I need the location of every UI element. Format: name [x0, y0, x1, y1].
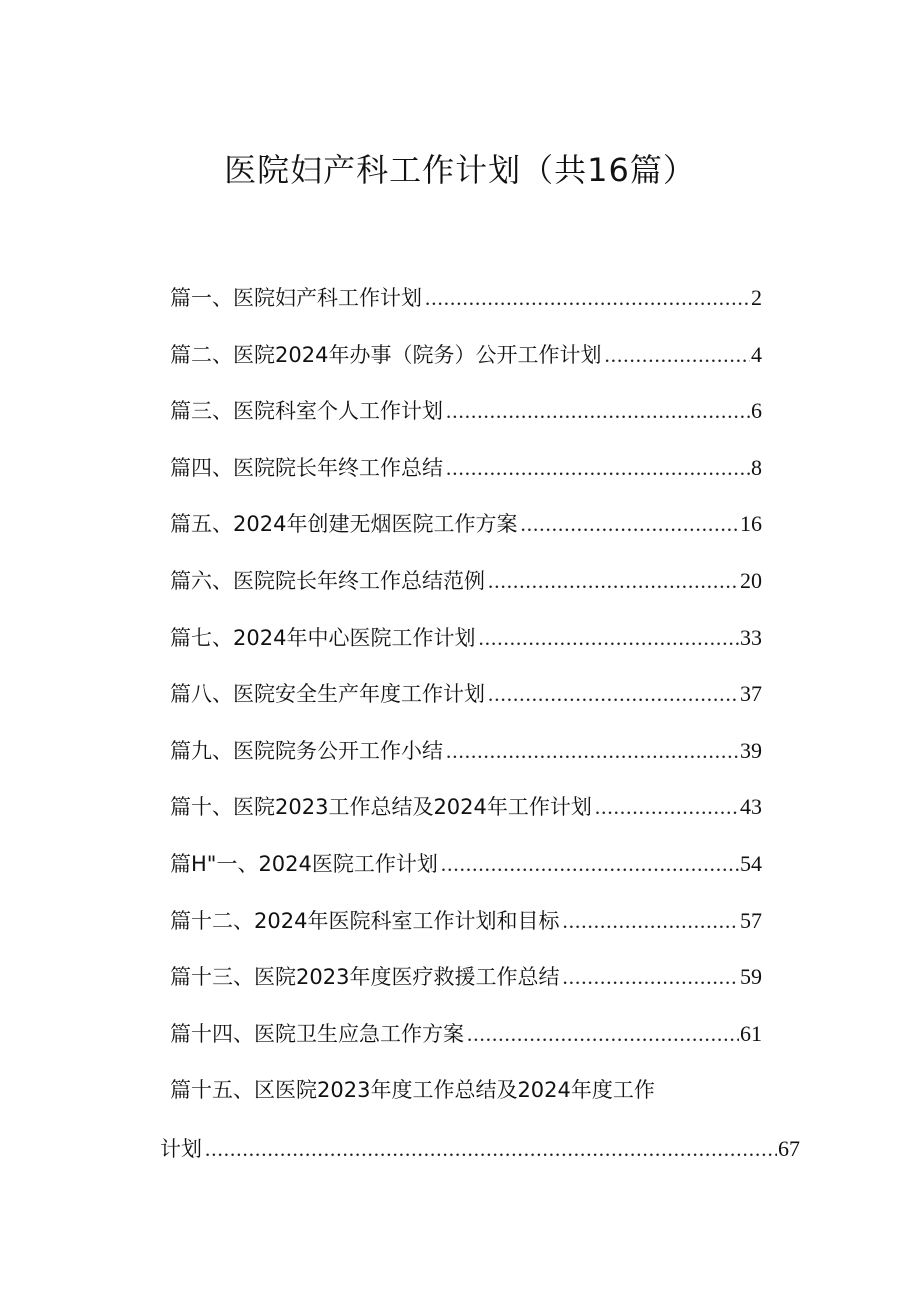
toc-leader-dots — [446, 739, 739, 764]
toc-entry-label: 篇四、医院院长年终工作总结 — [170, 455, 443, 480]
toc-leader-dots — [520, 512, 739, 537]
toc-entry-page: 39 — [740, 737, 762, 763]
toc-entry[interactable] — [170, 961, 762, 1018]
toc-entry-page: 8 — [751, 454, 762, 480]
toc-entry-label: 篇十四、医院卫生应急工作方案 — [170, 1021, 464, 1046]
toc-entry-page: 59 — [740, 964, 762, 990]
toc-entry[interactable] — [170, 339, 762, 396]
toc-entry-label: 篇十二、2024年医院科室工作计划和目标 — [170, 908, 560, 933]
toc-leader-dots — [467, 1022, 739, 1047]
toc-entry[interactable] — [170, 1018, 762, 1075]
toc-entry-page: 16 — [740, 511, 762, 537]
toc-leader-dots — [604, 343, 750, 368]
toc-entry[interactable] — [170, 848, 762, 905]
toc-entry-page: 2 — [751, 285, 762, 310]
toc-entry[interactable] — [170, 565, 762, 622]
toc-entry-label: 篇三、医院科室个人工作计划 — [170, 399, 443, 424]
toc-entry[interactable] — [170, 735, 762, 792]
toc-leader-dots — [205, 1137, 777, 1162]
toc-entry[interactable] — [170, 395, 762, 452]
toc-entry-label: 篇九、医院院务公开工作小结 — [170, 738, 443, 763]
toc-entry[interactable] — [170, 508, 762, 565]
toc-entry-page: 20 — [740, 567, 762, 593]
toc-leader-dots — [488, 682, 739, 707]
toc-entry-label: 篇H"一、2024医院工作计划 — [170, 851, 438, 876]
toc-entry-label: 篇六、医院院长年终工作总结范例 — [170, 568, 485, 593]
toc-entry[interactable] — [170, 282, 762, 339]
toc-leader-dots — [446, 399, 750, 424]
toc-entry-page: 37 — [740, 681, 762, 707]
toc-entry-page: 43 — [740, 794, 762, 820]
toc-leader-dots — [562, 909, 739, 934]
toc-entry[interactable] — [170, 678, 762, 735]
toc-entry-wrapped-line2[interactable] — [160, 1133, 800, 1163]
toc-entry[interactable] — [170, 905, 762, 962]
toc-entry-label: 篇十、医院2023工作总结及2024年工作计划 — [170, 795, 592, 820]
toc-entry-page: 57 — [740, 907, 762, 933]
toc-leader-dots — [446, 456, 750, 481]
toc-leader-dots — [425, 286, 750, 311]
toc-entry-label: 篇七、2024年中心医院工作计划 — [170, 625, 476, 650]
toc-entry-label-continued: 计划 — [160, 1137, 202, 1161]
toc-leader-dots — [562, 965, 739, 990]
toc-entry[interactable] — [170, 791, 762, 848]
toc-entry-page: 61 — [740, 1020, 762, 1046]
toc-entry-wrapped-line1[interactable] — [170, 1074, 762, 1131]
toc-entry-page: 4 — [751, 341, 762, 367]
toc-entry[interactable] — [170, 452, 762, 509]
table-of-contents — [170, 282, 762, 1131]
toc-entry-label: 篇十五、区医院2023年度工作总结及2024年度工作 — [170, 1078, 655, 1103]
toc-leader-dots — [478, 626, 739, 651]
toc-entry-page: 33 — [740, 624, 762, 650]
toc-entry-page: 54 — [740, 850, 762, 876]
toc-entry-label: 篇十三、医院2023年度医疗救援工作总结 — [170, 965, 560, 990]
toc-entry-label: 篇五、2024年创建无烟医院工作方案 — [170, 512, 518, 537]
toc-leader-dots — [441, 852, 739, 877]
toc-leader-dots — [595, 795, 739, 820]
toc-entry-page: 6 — [751, 398, 762, 424]
toc-entry-label: 篇一、医院妇产科工作计划 — [170, 286, 422, 310]
toc-entry[interactable] — [170, 622, 762, 679]
toc-entry-page: 67 — [778, 1136, 800, 1161]
toc-leader-dots — [488, 569, 739, 594]
document-title: 医院妇产科工作计划（共16篇） — [224, 151, 696, 189]
toc-entry-label: 篇二、医院2024年办事（院务）公开工作计划 — [170, 342, 602, 367]
toc-entry-label: 篇八、医院安全生产年度工作计划 — [170, 682, 485, 707]
